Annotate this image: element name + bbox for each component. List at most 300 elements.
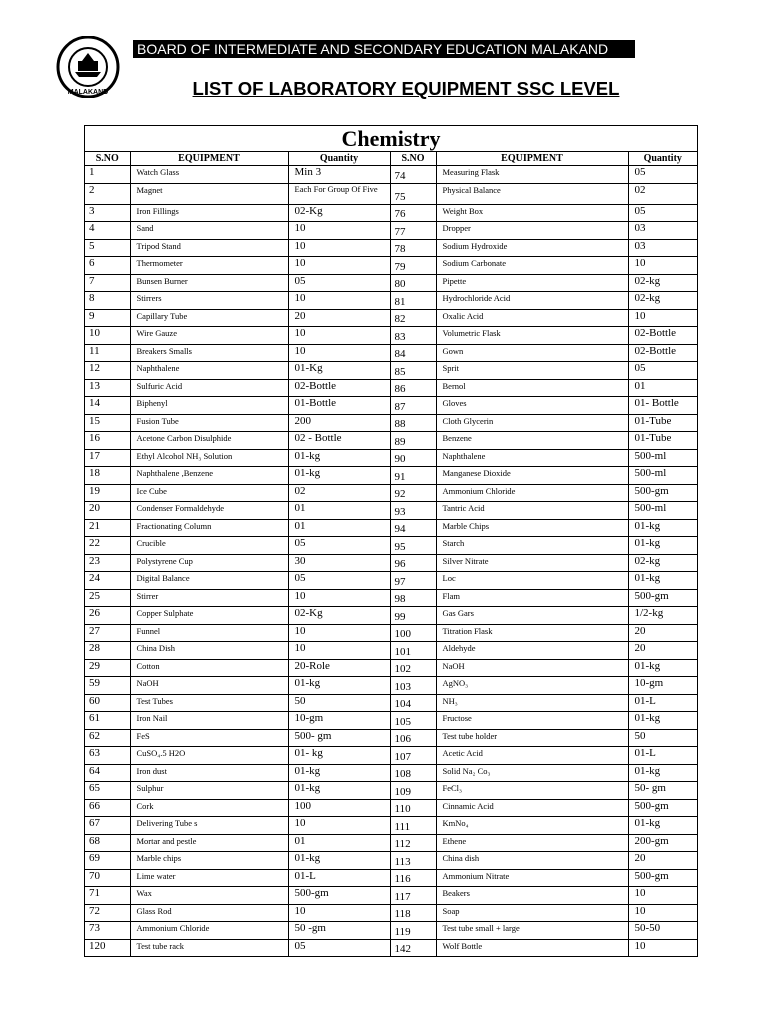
quantity-cell: 01- kg	[288, 747, 390, 765]
equipment-cell: Sand	[130, 222, 288, 240]
serial-cell: 107	[390, 747, 436, 765]
serial-cell: 97	[390, 572, 436, 590]
serial-cell: 113	[390, 852, 436, 870]
table-row	[85, 904, 697, 922]
quantity-cell: 01- Bottle	[628, 397, 697, 415]
serial-cell: 59	[85, 677, 130, 695]
table-row	[85, 204, 697, 222]
table-row	[85, 239, 697, 257]
quantity-cell: 01	[288, 502, 390, 520]
equipment-cell: Copper Sulphate	[130, 607, 288, 625]
serial-cell: 91	[390, 467, 436, 485]
equipment-cell: Fractionating Column	[130, 519, 288, 537]
equipment-cell: Cinnamic Acid	[436, 799, 628, 817]
equipment-cell: Magnet	[130, 183, 288, 204]
quantity-cell: 05	[288, 572, 390, 590]
equipment-cell: Iron Nail	[130, 712, 288, 730]
table-header-row	[85, 152, 697, 166]
quantity-cell: 50- gm	[628, 782, 697, 800]
equipment-cell: Benzene	[436, 432, 628, 450]
serial-cell: 74	[390, 166, 436, 184]
quantity-cell: 500-ml	[628, 502, 697, 520]
table-row	[85, 887, 697, 905]
logo-text: MALAKAND	[67, 89, 109, 96]
serial-cell: 17	[85, 449, 130, 467]
table-row	[85, 834, 697, 852]
table-body	[85, 166, 697, 957]
serial-cell: 8	[85, 292, 130, 310]
quantity-cell: 30	[288, 554, 390, 572]
table-row	[85, 519, 697, 537]
equipment-cell: Marble chips	[130, 852, 288, 870]
serial-cell: 92	[390, 484, 436, 502]
equipment-cell: China Dish	[130, 642, 288, 660]
quantity-cell: 1/2-kg	[628, 607, 697, 625]
serial-cell: 69	[85, 852, 130, 870]
table-row	[85, 292, 697, 310]
serial-cell: 101	[390, 642, 436, 660]
page-title: LIST OF LABORATORY EQUIPMENT SSC LEVEL	[192, 78, 620, 99]
table-row	[85, 467, 697, 485]
equipment-cell: Solid Na₂ Co₃	[436, 764, 628, 782]
equipment-cell: Sulfuric Acid	[130, 379, 288, 397]
quantity-cell: 01-L	[288, 869, 390, 887]
table-row	[85, 607, 697, 625]
serial-cell: 60	[85, 694, 130, 712]
quantity-cell: 01-Tube	[628, 432, 697, 450]
quantity-cell: 01	[628, 379, 697, 397]
equipment-cell: Fusion Tube	[130, 414, 288, 432]
quantity-cell: 05	[628, 166, 697, 184]
serial-cell: 14	[85, 397, 130, 415]
serial-cell: 85	[390, 362, 436, 380]
quantity-cell: 20	[628, 642, 697, 660]
equipment-cell: Naphthalene ,Benzene	[130, 467, 288, 485]
serial-cell: 99	[390, 607, 436, 625]
serial-cell: 66	[85, 799, 130, 817]
serial-cell: 112	[390, 834, 436, 852]
quantity-cell: 02-kg	[628, 554, 697, 572]
serial-cell: 89	[390, 432, 436, 450]
serial-cell: 64	[85, 764, 130, 782]
table-row	[85, 344, 697, 362]
column-header: EQUIPMENT	[130, 152, 288, 166]
quantity-cell: 10	[288, 817, 390, 835]
serial-cell: 26	[85, 607, 130, 625]
serial-cell: 25	[85, 589, 130, 607]
serial-cell: 81	[390, 292, 436, 310]
quantity-cell: 02-Bottle	[288, 379, 390, 397]
quantity-cell: 01-kg	[288, 677, 390, 695]
equipment-cell: Sulphur	[130, 782, 288, 800]
column-header: S.NO	[85, 152, 130, 166]
equipment-cell: Test Tubes	[130, 694, 288, 712]
serial-cell: 16	[85, 432, 130, 450]
table-row	[85, 166, 697, 184]
serial-cell: 11	[85, 344, 130, 362]
equipment-cell: Ethyl Alcohol NH₃ Solution	[130, 449, 288, 467]
quantity-cell: 02-Bottle	[628, 327, 697, 345]
quantity-cell: 01-L	[628, 694, 697, 712]
serial-cell: 63	[85, 747, 130, 765]
table-row	[85, 642, 697, 660]
equipment-cell: Ammonium Chloride	[130, 922, 288, 940]
quantity-cell: 100	[288, 799, 390, 817]
quantity-cell: 01-kg	[628, 572, 697, 590]
equipment-cell: Flam	[436, 589, 628, 607]
equipment-cell: Dropper	[436, 222, 628, 240]
serial-cell: 68	[85, 834, 130, 852]
table-row	[85, 183, 697, 204]
equipment-cell: Sprit	[436, 362, 628, 380]
equipment-cell: Delivering Tube s	[130, 817, 288, 835]
equipment-cell: Fructose	[436, 712, 628, 730]
equipment-cell: Naphthalene	[130, 362, 288, 380]
quantity-cell: Min 3	[288, 166, 390, 184]
column-header: Quantity	[288, 152, 390, 166]
serial-cell: 84	[390, 344, 436, 362]
equipment-cell: Ammonium Chloride	[436, 484, 628, 502]
equipment-cell: Acetic Acid	[436, 747, 628, 765]
serial-cell: 104	[390, 694, 436, 712]
equipment-cell: Digital Balance	[130, 572, 288, 590]
table-row	[85, 852, 697, 870]
equipment-cell: Crucible	[130, 537, 288, 555]
equipment-cell: Ethene	[436, 834, 628, 852]
equipment-cell: Glass Rod	[130, 904, 288, 922]
quantity-cell: 01-kg	[288, 449, 390, 467]
equipment-cell: Polystyrene Cup	[130, 554, 288, 572]
equipment-cell: Test tube holder	[436, 729, 628, 747]
serial-cell: 2	[85, 183, 130, 204]
table-row	[85, 782, 697, 800]
quantity-cell: 20-Role	[288, 659, 390, 677]
serial-cell: 106	[390, 729, 436, 747]
quantity-cell: 01-kg	[628, 537, 697, 555]
quantity-cell: 10	[628, 939, 697, 956]
serial-cell: 87	[390, 397, 436, 415]
table-row	[85, 222, 697, 240]
table-row	[85, 502, 697, 520]
quantity-cell: 10	[628, 309, 697, 327]
serial-cell: 67	[85, 817, 130, 835]
serial-cell: 4	[85, 222, 130, 240]
equipment-cell: Bernol	[436, 379, 628, 397]
equipment-cell: Silver Nitrate	[436, 554, 628, 572]
table-row	[85, 747, 697, 765]
quantity-cell: 01-Tube	[628, 414, 697, 432]
equipment-cell: Bunsen Burner	[130, 274, 288, 292]
quantity-cell: 10	[288, 292, 390, 310]
table-row	[85, 432, 697, 450]
table-row	[85, 712, 697, 730]
serial-cell: 119	[390, 922, 436, 940]
serial-cell: 111	[390, 817, 436, 835]
table-row	[85, 869, 697, 887]
quantity-cell: 01-kg	[628, 659, 697, 677]
quantity-cell: 10	[288, 642, 390, 660]
equipment-cell: Cloth Glycerin	[436, 414, 628, 432]
quantity-cell: 02-kg	[628, 292, 697, 310]
quantity-cell: 01-kg	[628, 817, 697, 835]
serial-cell: 94	[390, 519, 436, 537]
table-row	[85, 257, 697, 275]
serial-cell: 100	[390, 624, 436, 642]
quantity-cell: 200-gm	[628, 834, 697, 852]
quantity-cell: 01-kg	[288, 764, 390, 782]
equipment-cell: Breakers Smalls	[130, 344, 288, 362]
quantity-cell: 20	[628, 852, 697, 870]
serial-cell: 10	[85, 327, 130, 345]
quantity-cell: 10	[288, 239, 390, 257]
equipment-cell: Watch Glass	[130, 166, 288, 184]
table-row	[85, 799, 697, 817]
serial-cell: 73	[85, 922, 130, 940]
equipment-cell: AgNO₃	[436, 677, 628, 695]
equipment-cell: Test tube rack	[130, 939, 288, 956]
table-row	[85, 764, 697, 782]
quantity-cell: 10	[288, 257, 390, 275]
quantity-cell: 02 - Bottle	[288, 432, 390, 450]
quantity-cell: 10-gm	[628, 677, 697, 695]
serial-cell: 13	[85, 379, 130, 397]
serial-cell: 103	[390, 677, 436, 695]
equipment-cell: Cotton	[130, 659, 288, 677]
equipment-cell: Measuring Flask	[436, 166, 628, 184]
equipment-cell: Capillary Tube	[130, 309, 288, 327]
table-row	[85, 397, 697, 415]
serial-cell: 12	[85, 362, 130, 380]
quantity-cell: 10	[288, 904, 390, 922]
serial-cell: 9	[85, 309, 130, 327]
equipment-cell: CuSO₄.5 H2O	[130, 747, 288, 765]
equipment-cell: Aldehyde	[436, 642, 628, 660]
table-row	[85, 379, 697, 397]
serial-cell: 18	[85, 467, 130, 485]
serial-cell: 96	[390, 554, 436, 572]
equipment-cell: Wax	[130, 887, 288, 905]
equipment-cell: Mortar and pestle	[130, 834, 288, 852]
quantity-cell: 01	[288, 519, 390, 537]
quantity-cell: 05	[288, 939, 390, 956]
table-row	[85, 589, 697, 607]
serial-cell: 79	[390, 257, 436, 275]
serial-cell: 118	[390, 904, 436, 922]
quantity-cell: 02-Kg	[288, 204, 390, 222]
table-row	[85, 572, 697, 590]
quantity-cell: 10-gm	[288, 712, 390, 730]
quantity-cell: 10	[628, 904, 697, 922]
quantity-cell: 05	[288, 274, 390, 292]
quantity-cell: 01-Kg	[288, 362, 390, 380]
quantity-cell: 01-kg	[288, 852, 390, 870]
serial-cell: 82	[390, 309, 436, 327]
serial-cell: 65	[85, 782, 130, 800]
equipment-cell: Titration Flask	[436, 624, 628, 642]
quantity-cell: 01-kg	[628, 764, 697, 782]
serial-cell: 6	[85, 257, 130, 275]
equipment-cell: Sodium Carbonate	[436, 257, 628, 275]
quantity-cell: 03	[628, 222, 697, 240]
quantity-cell: 02-Kg	[288, 607, 390, 625]
equipment-cell: Lime water	[130, 869, 288, 887]
equipment-cell: Sodium Hydroxide	[436, 239, 628, 257]
serial-cell: 80	[390, 274, 436, 292]
table-row	[85, 922, 697, 940]
serial-cell: 62	[85, 729, 130, 747]
table-row	[85, 624, 697, 642]
serial-cell: 23	[85, 554, 130, 572]
equipment-cell: Beakers	[436, 887, 628, 905]
serial-cell: 1	[85, 166, 130, 184]
equipment-cell: Gloves	[436, 397, 628, 415]
quantity-cell: 50-50	[628, 922, 697, 940]
equipment-cell: Stirrers	[130, 292, 288, 310]
equipment-cell: Soap	[436, 904, 628, 922]
serial-cell: 98	[390, 589, 436, 607]
serial-cell: 61	[85, 712, 130, 730]
quantity-cell: 01-kg	[288, 782, 390, 800]
serial-cell: 110	[390, 799, 436, 817]
quantity-cell: 500-ml	[628, 467, 697, 485]
quantity-cell: 500-gm	[628, 484, 697, 502]
quantity-cell: 200	[288, 414, 390, 432]
quantity-cell: 10	[288, 589, 390, 607]
equipment-table	[84, 125, 698, 957]
table-row	[85, 484, 697, 502]
quantity-cell: 10	[628, 887, 697, 905]
serial-cell: 28	[85, 642, 130, 660]
serial-cell: 29	[85, 659, 130, 677]
quantity-cell: 20	[288, 309, 390, 327]
quantity-cell: 500-gm	[628, 869, 697, 887]
equipment-cell: Hydrochloride Acid	[436, 292, 628, 310]
serial-cell: 78	[390, 239, 436, 257]
quantity-cell: 10	[288, 344, 390, 362]
table-row	[85, 729, 697, 747]
serial-cell: 109	[390, 782, 436, 800]
serial-cell: 5	[85, 239, 130, 257]
table-row	[85, 362, 697, 380]
serial-cell: 76	[390, 204, 436, 222]
equipment-cell: Cork	[130, 799, 288, 817]
equipment-cell: Biphenyl	[130, 397, 288, 415]
equipment-cell: China dish	[436, 852, 628, 870]
serial-cell: 24	[85, 572, 130, 590]
equipment-cell: Gas Gars	[436, 607, 628, 625]
table-row	[85, 309, 697, 327]
serial-cell: 120	[85, 939, 130, 956]
serial-cell: 77	[390, 222, 436, 240]
equipment-cell: NaOH	[436, 659, 628, 677]
table-row	[85, 327, 697, 345]
table-row	[85, 449, 697, 467]
serial-cell: 105	[390, 712, 436, 730]
equipment-cell: Test tube small + large	[436, 922, 628, 940]
equipment-cell: Wolf Bottle	[436, 939, 628, 956]
quantity-cell: 10	[288, 624, 390, 642]
quantity-cell: 02	[628, 183, 697, 204]
table-row	[85, 939, 697, 956]
serial-cell: 86	[390, 379, 436, 397]
serial-cell: 108	[390, 764, 436, 782]
quantity-cell: 02-kg	[628, 274, 697, 292]
serial-cell: 3	[85, 204, 130, 222]
quantity-cell: 05	[288, 537, 390, 555]
quantity-cell: 01-Bottle	[288, 397, 390, 415]
quantity-cell: Each For Group Of Five	[288, 183, 390, 204]
equipment-cell: Weight Box	[436, 204, 628, 222]
equipment-cell: Funnel	[130, 624, 288, 642]
equipment-cell: Marble Chips	[436, 519, 628, 537]
quantity-cell: 01-L	[628, 747, 697, 765]
equipment-cell: Tantric Acid	[436, 502, 628, 520]
serial-cell: 142	[390, 939, 436, 956]
column-header: EQUIPMENT	[436, 152, 628, 166]
equipment-cell: Iron Fillings	[130, 204, 288, 222]
serial-cell: 20	[85, 502, 130, 520]
quantity-cell: 500-gm	[288, 887, 390, 905]
column-header: Quantity	[628, 152, 697, 166]
quantity-cell: 50	[628, 729, 697, 747]
quantity-cell: 01-kg	[628, 712, 697, 730]
equipment-cell: Condenser Formaldehyde	[130, 502, 288, 520]
quantity-cell: 50	[288, 694, 390, 712]
equipment-cell: Thermometer	[130, 257, 288, 275]
quantity-cell: 500-ml	[628, 449, 697, 467]
table-row	[85, 414, 697, 432]
equipment-cell: Stirrer	[130, 589, 288, 607]
equipment-cell: Wire Gauze	[130, 327, 288, 345]
subject-title: Chemistry	[85, 126, 697, 152]
quantity-cell: 500-gm	[628, 799, 697, 817]
equipment-cell: Ice Cube	[130, 484, 288, 502]
serial-cell: 116	[390, 869, 436, 887]
serial-cell: 71	[85, 887, 130, 905]
serial-cell: 22	[85, 537, 130, 555]
quantity-cell: 03	[628, 239, 697, 257]
equipment-cell: KmNo₄	[436, 817, 628, 835]
serial-cell: 90	[390, 449, 436, 467]
quantity-cell: 10	[288, 327, 390, 345]
quantity-cell: 05	[628, 362, 697, 380]
serial-cell: 21	[85, 519, 130, 537]
equipment-cell: Gown	[436, 344, 628, 362]
serial-cell: 75	[390, 183, 436, 204]
table-row	[85, 694, 697, 712]
serial-cell: 7	[85, 274, 130, 292]
serial-cell: 93	[390, 502, 436, 520]
equipment-cell: Manganese Dioxide	[436, 467, 628, 485]
table-row	[85, 817, 697, 835]
serial-cell: 117	[390, 887, 436, 905]
column-header: S.NO	[390, 152, 436, 166]
serial-cell: 88	[390, 414, 436, 432]
equipment-cell: Naphthalene	[436, 449, 628, 467]
board-name: BOARD OF INTERMEDIATE AND SECONDARY EDUCATION MALAKAND	[133, 40, 635, 58]
equipment-cell: Acetone Carbon Disulphide	[130, 432, 288, 450]
serial-cell: 95	[390, 537, 436, 555]
table-row	[85, 274, 697, 292]
equipment-cell: NH₃	[436, 694, 628, 712]
serial-cell: 83	[390, 327, 436, 345]
quantity-cell: 20	[628, 624, 697, 642]
serial-cell: 70	[85, 869, 130, 887]
equipment-cell: Physical Balance	[436, 183, 628, 204]
quantity-cell: 500- gm	[288, 729, 390, 747]
table-row	[85, 677, 697, 695]
quantity-cell: 02	[288, 484, 390, 502]
